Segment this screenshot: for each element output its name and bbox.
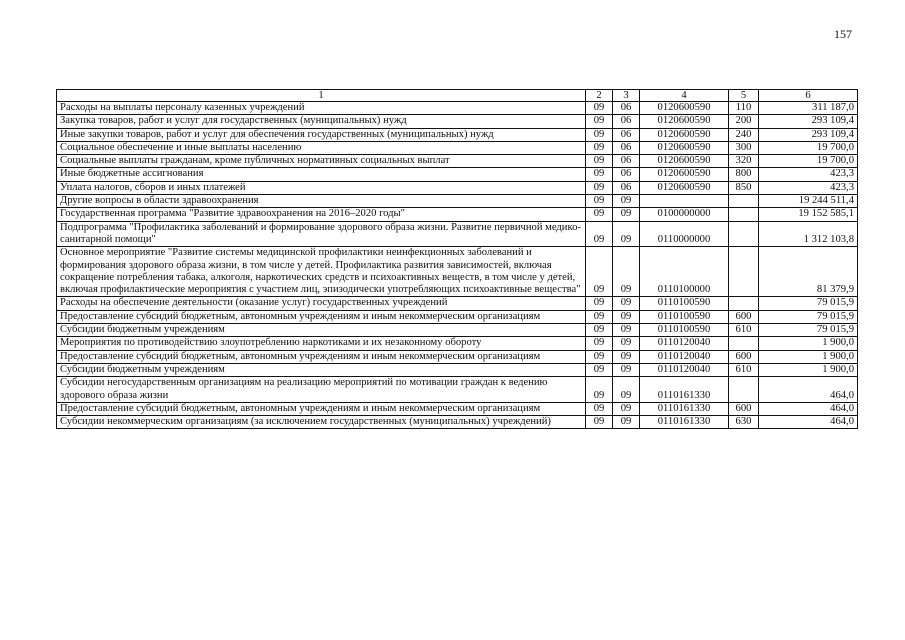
- row-target-article: 0110120040: [640, 350, 729, 363]
- row-name: Субсидии негосударственным организациям на реализацию мероприятий по мотивации граждан к ведению здорового образа жизни: [57, 377, 586, 403]
- row-target-article: 0110100000: [640, 247, 729, 297]
- row-subsection-code: 09: [613, 337, 640, 350]
- header-col-1: 1: [57, 90, 586, 102]
- table-row: [57, 128, 858, 141]
- row-amount: 1 900,0: [759, 337, 858, 350]
- table-row: [57, 297, 858, 310]
- row-amount: 79 015,9: [759, 297, 858, 310]
- table-row: [57, 102, 858, 115]
- row-expense-type: [729, 337, 759, 350]
- header-col-4: 4: [640, 90, 729, 102]
- row-subsection-code: 09: [613, 208, 640, 221]
- table-row: [57, 416, 858, 429]
- budget-table-body: [57, 102, 858, 429]
- row-target-article: 0110161330: [640, 377, 729, 403]
- table-row: [57, 168, 858, 181]
- row-section-code: 09: [586, 247, 613, 297]
- row-subsection-code: 06: [613, 128, 640, 141]
- row-section-code: 09: [586, 363, 613, 376]
- row-amount: 293 109,4: [759, 128, 858, 141]
- row-name: Предоставление субсидий бюджетным, автономным учреждениям и иным некоммерческим организациям: [57, 350, 586, 363]
- row-section-code: 09: [586, 141, 613, 154]
- row-section-code: 09: [586, 350, 613, 363]
- row-target-article: 0120600590: [640, 102, 729, 115]
- header-col-3: 3: [613, 90, 640, 102]
- row-amount: 423,3: [759, 181, 858, 194]
- row-name: Мероприятия по противодействию злоупотреблению наркотиками и их незаконному обороту: [57, 337, 586, 350]
- row-expense-type: 800: [729, 168, 759, 181]
- row-amount: 79 015,9: [759, 310, 858, 323]
- row-target-article: 0120600590: [640, 155, 729, 168]
- row-target-article: 0110100590: [640, 324, 729, 337]
- row-subsection-code: 06: [613, 155, 640, 168]
- row-target-article: 0110000000: [640, 221, 729, 247]
- row-expense-type: 600: [729, 310, 759, 323]
- row-name: Социальное обеспечение и иные выплаты населению: [57, 141, 586, 154]
- row-name: Закупка товаров, работ и услуг для государственных (муниципальных) нужд: [57, 115, 586, 128]
- table-row: [57, 350, 858, 363]
- row-expense-type: 600: [729, 350, 759, 363]
- row-target-article: 0120600590: [640, 181, 729, 194]
- row-subsection-code: 09: [613, 324, 640, 337]
- row-section-code: 09: [586, 310, 613, 323]
- table-row: [57, 324, 858, 337]
- row-subsection-code: 06: [613, 102, 640, 115]
- row-name: Уплата налогов, сборов и иных платежей: [57, 181, 586, 194]
- table-row: [57, 402, 858, 415]
- budget-table: [56, 89, 858, 429]
- row-amount: 1 900,0: [759, 363, 858, 376]
- table-row: [57, 195, 858, 208]
- row-target-article: 0100000000: [640, 208, 729, 221]
- row-expense-type: 300: [729, 141, 759, 154]
- header-col-5: 5: [729, 90, 759, 102]
- row-expense-type: [729, 377, 759, 403]
- row-subsection-code: 09: [613, 402, 640, 415]
- table-row: [57, 221, 858, 247]
- row-name: Предоставление субсидий бюджетным, автономным учреждениям и иным некоммерческим организациям: [57, 402, 586, 415]
- row-section-code: 09: [586, 324, 613, 337]
- row-expense-type: [729, 208, 759, 221]
- table-header-row: [57, 90, 858, 102]
- row-section-code: 09: [586, 416, 613, 429]
- row-subsection-code: 09: [613, 221, 640, 247]
- header-col-2: 2: [586, 90, 613, 102]
- row-subsection-code: 06: [613, 168, 640, 181]
- row-expense-type: 600: [729, 402, 759, 415]
- row-name: Расходы на обеспечение деятельности (оказание услуг) государственных учреждений: [57, 297, 586, 310]
- row-target-article: 0120600590: [640, 168, 729, 181]
- row-target-article: 0120600590: [640, 128, 729, 141]
- row-name: Социальные выплаты гражданам, кроме публичных нормативных социальных выплат: [57, 155, 586, 168]
- row-name: Субсидии некоммерческим организациям (за исключением государственных (муниципальных) учреждений): [57, 416, 586, 429]
- row-target-article: 0120600590: [640, 141, 729, 154]
- table-row: [57, 377, 858, 403]
- row-amount: 81 379,9: [759, 247, 858, 297]
- row-target-article: 0110100590: [640, 310, 729, 323]
- row-amount: 19 700,0: [759, 155, 858, 168]
- row-amount: 1 312 103,8: [759, 221, 858, 247]
- table-row: [57, 247, 858, 297]
- row-expense-type: [729, 247, 759, 297]
- row-name: Основное мероприятие "Развитие системы медицинской профилактики неинфекционных заболеваний и формирования здорового образа жизни, в том числе у детей. Профилактика развития зависимостей, включая сокращение потребления табака, алкоголя, наркотических средств и психоактивных веществ, в том числе у детей, включая профилактические мероприятия с участием лиц, эпизодически употребляющих психоактивные вещества": [57, 247, 586, 297]
- row-amount: 19 700,0: [759, 141, 858, 154]
- row-amount: 79 015,9: [759, 324, 858, 337]
- row-expense-type: 610: [729, 324, 759, 337]
- row-target-article: 0110120040: [640, 337, 729, 350]
- row-target-article: 0120600590: [640, 115, 729, 128]
- header-col-6: 6: [759, 90, 858, 102]
- row-name: Субсидии бюджетным учреждениям: [57, 324, 586, 337]
- row-section-code: 09: [586, 195, 613, 208]
- row-name: Другие вопросы в области здравоохранения: [57, 195, 586, 208]
- row-name: Государственная программа "Развитие здравоохранения на 2016–2020 годы": [57, 208, 586, 221]
- row-subsection-code: 09: [613, 310, 640, 323]
- row-target-article: 0110120040: [640, 363, 729, 376]
- row-section-code: 09: [586, 181, 613, 194]
- row-amount: 293 109,4: [759, 115, 858, 128]
- row-amount: 19 152 585,1: [759, 208, 858, 221]
- row-subsection-code: 09: [613, 297, 640, 310]
- row-section-code: 09: [586, 128, 613, 141]
- row-amount: 19 244 511,4: [759, 195, 858, 208]
- row-expense-type: 630: [729, 416, 759, 429]
- row-section-code: 09: [586, 337, 613, 350]
- row-name: Предоставление субсидий бюджетным, автономным учреждениям и иным некоммерческим организациям: [57, 310, 586, 323]
- row-amount: 464,0: [759, 402, 858, 415]
- table-row: [57, 155, 858, 168]
- row-section-code: 09: [586, 168, 613, 181]
- row-expense-type: [729, 297, 759, 310]
- row-section-code: 09: [586, 402, 613, 415]
- row-section-code: 09: [586, 155, 613, 168]
- row-amount: 464,0: [759, 377, 858, 403]
- row-target-article: 0110161330: [640, 416, 729, 429]
- row-subsection-code: 09: [613, 195, 640, 208]
- row-expense-type: 200: [729, 115, 759, 128]
- row-subsection-code: 06: [613, 141, 640, 154]
- table-row: [57, 363, 858, 376]
- row-expense-type: 110: [729, 102, 759, 115]
- row-section-code: 09: [586, 102, 613, 115]
- row-name: Подпрограмма "Профилактика заболеваний и формирование здорового образа жизни. Развитие первичной медико-санитарной помощи": [57, 221, 586, 247]
- table-row: [57, 310, 858, 323]
- row-section-code: 09: [586, 115, 613, 128]
- row-name: Расходы на выплаты персоналу казенных учреждений: [57, 102, 586, 115]
- row-subsection-code: 06: [613, 115, 640, 128]
- row-amount: 464,0: [759, 416, 858, 429]
- table-row: [57, 115, 858, 128]
- row-subsection-code: 09: [613, 416, 640, 429]
- row-expense-type: 240: [729, 128, 759, 141]
- row-name: Субсидии бюджетным учреждениям: [57, 363, 586, 376]
- table-row: [57, 141, 858, 154]
- row-section-code: 09: [586, 208, 613, 221]
- row-amount: 423,3: [759, 168, 858, 181]
- table-row: [57, 181, 858, 194]
- row-expense-type: 850: [729, 181, 759, 194]
- row-name: Иные бюджетные ассигнования: [57, 168, 586, 181]
- row-section-code: 09: [586, 221, 613, 247]
- row-target-article: 0110100590: [640, 297, 729, 310]
- page-number: 157: [834, 27, 852, 41]
- row-expense-type: 610: [729, 363, 759, 376]
- row-expense-type: [729, 221, 759, 247]
- row-expense-type: 320: [729, 155, 759, 168]
- row-section-code: 09: [586, 297, 613, 310]
- row-amount: 1 900,0: [759, 350, 858, 363]
- row-target-article: 0110161330: [640, 402, 729, 415]
- row-target-article: [640, 195, 729, 208]
- table-row: [57, 208, 858, 221]
- row-section-code: 09: [586, 377, 613, 403]
- row-subsection-code: 06: [613, 181, 640, 194]
- row-subsection-code: 09: [613, 377, 640, 403]
- row-name: Иные закупки товаров, работ и услуг для обеспечения государственных (муниципальных) нужд: [57, 128, 586, 141]
- row-expense-type: [729, 195, 759, 208]
- row-subsection-code: 09: [613, 350, 640, 363]
- row-subsection-code: 09: [613, 363, 640, 376]
- row-subsection-code: 09: [613, 247, 640, 297]
- row-amount: 311 187,0: [759, 102, 858, 115]
- table-row: [57, 337, 858, 350]
